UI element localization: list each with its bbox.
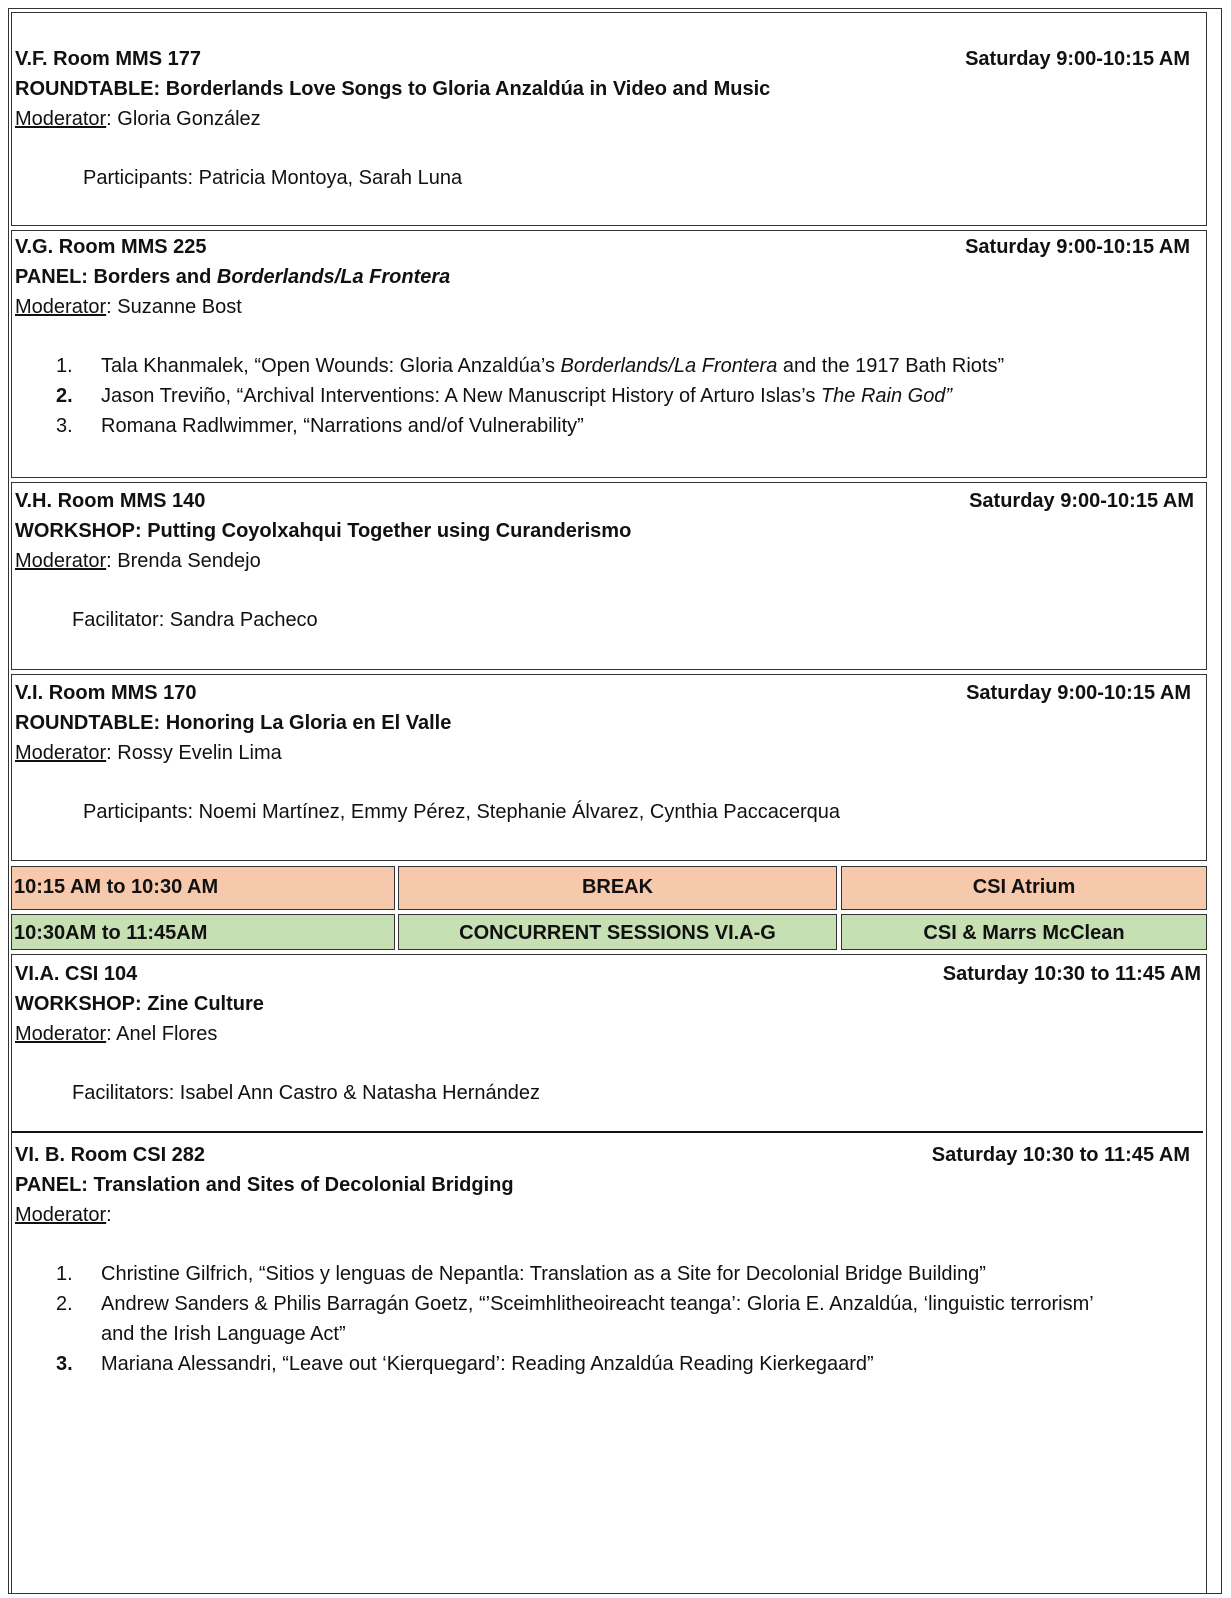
moderator-label: Moderator [15,1023,107,1045]
session-room: V.I. Room MMS 170 [15,682,197,704]
paper-item [56,351,1004,381]
moderator-line [15,738,282,768]
participants: Participants: Noemi Martínez, Emmy Pérez, Stephanie Álvarez, Cynthia Paccacerqua [83,801,840,823]
session-title: ROUNDTABLE: Honoring La Gloria en El Valle [15,712,452,734]
paper-text: Christine Gilfrich, “Sitios y lenguas de Nepantla: Translation as a Site for Decolonial Bridge Building” [101,1263,986,1285]
moderator-line [15,1200,112,1230]
moderator-label: Moderator [15,1204,107,1226]
session-time: Saturday 10:30 to 11:45 AM [942,963,1201,985]
title-prefix: PANEL: Borders and [15,266,217,288]
section-divider [12,1131,1203,1133]
session-vg [11,230,1207,478]
session-title: WORKSHOP: Putting Coyolxahqui Together using Curanderismo [15,520,632,542]
paper-text: Andrew Sanders & Philis Barragán Goetz, “’Sceimhlitheoireacht teanga’: Gloria E. Anzaldúa, ‘linguistic terrorism’ [101,1293,1094,1315]
session-vf [11,12,1207,226]
break-place-cell: CSI Atrium [841,866,1207,910]
moderator-name: : Suzanne Bost [106,296,242,318]
moderator-line [15,546,261,576]
paper-text: Jason Treviño, “Archival Interventions: A New Manuscript History of Arturo Islas’s [101,385,821,407]
break-label-cell: BREAK [398,866,837,910]
moderator-name: : Brenda Sendejo [106,550,261,572]
session-title: WORKSHOP: Zine Culture [15,993,264,1015]
title-italic: Borderlands/La Frontera [216,266,451,288]
paper-number: 1. [56,355,73,377]
session-room: VI. B. Room CSI 282 [15,1144,206,1166]
moderator-line [15,104,261,134]
paper-number: 2. [56,385,73,407]
session-title: PANEL: Translation and Sites of Decolonial Bridging [15,1174,514,1196]
concurrent-place-cell: CSI & Marrs McClean [841,914,1207,950]
concurrent-label-cell: CONCURRENT SESSIONS VI.A-G [398,914,837,950]
facilitators: Facilitators: Isabel Ann Castro & Natasha Hernández [72,1082,541,1104]
break-time-cell: 10:15 AM to 10:30 AM [11,866,395,910]
paper-number: 3. [56,415,73,437]
participants: Participants: Patricia Montoya, Sarah Luna [83,167,463,189]
session-vi [11,674,1207,861]
moderator-line [15,1019,217,1049]
session-time: Saturday 9:00-10:15 AM [965,236,1190,258]
paper-text: Tala Khanmalek, “Open Wounds: Gloria Anzaldúa’s [101,355,561,377]
paper-item [56,1289,1094,1319]
session-room: V.F. Room MMS 177 [15,48,201,70]
session-title [15,262,450,292]
moderator-label: Moderator [15,108,107,130]
paper-text: Romana Radlwimmer, “Narrations and/of Vulnerability” [101,415,584,437]
session-time: Saturday 9:00-10:15 AM [965,48,1190,70]
paper-item [56,381,952,411]
facilitator: Facilitator: Sandra Pacheco [72,609,318,631]
moderator-name: : [106,1204,112,1226]
paper-item [56,411,584,441]
session-title: ROUNDTABLE: Borderlands Love Songs to Gloria Anzaldúa in Video and Music [15,78,771,100]
session-vh [11,482,1207,670]
paper-number: 2. [56,1293,73,1315]
session-time: Saturday 9:00-10:15 AM [966,682,1191,704]
moderator-name: : Rossy Evelin Lima [106,742,282,764]
moderator-line [15,292,242,322]
paper-item [56,1259,986,1289]
moderator-label: Moderator [15,296,107,318]
session-via-vib [11,954,1207,1594]
paper-italic: The Rain God” [820,385,953,407]
moderator-name: : Gloria González [106,108,261,130]
session-room: V.G. Room MMS 225 [15,236,207,258]
paper-text: Mariana Alessandri, “Leave out ‘Kierquegard’: Reading Anzaldúa Reading Kierkegaard” [101,1353,874,1375]
paper-number: 3. [56,1353,73,1375]
paper-number: 1. [56,1263,73,1285]
paper-italic: Borderlands/La Frontera [560,355,778,377]
moderator-label: Moderator [15,742,107,764]
paper-item [56,1349,874,1379]
concurrent-time-cell: 10:30AM to 11:45AM [11,914,395,950]
moderator-label: Moderator [15,550,107,572]
moderator-name: : Anel Flores [106,1023,218,1045]
session-time: Saturday 10:30 to 11:45 AM [931,1144,1190,1166]
session-room: VI.A. CSI 104 [15,963,138,985]
paper-item-continued: and the Irish Language Act” [101,1323,346,1345]
paper-text-end: and the 1917 Bath Riots” [777,355,1005,377]
session-room: V.H. Room MMS 140 [15,490,206,512]
session-time: Saturday 9:00-10:15 AM [969,490,1194,512]
